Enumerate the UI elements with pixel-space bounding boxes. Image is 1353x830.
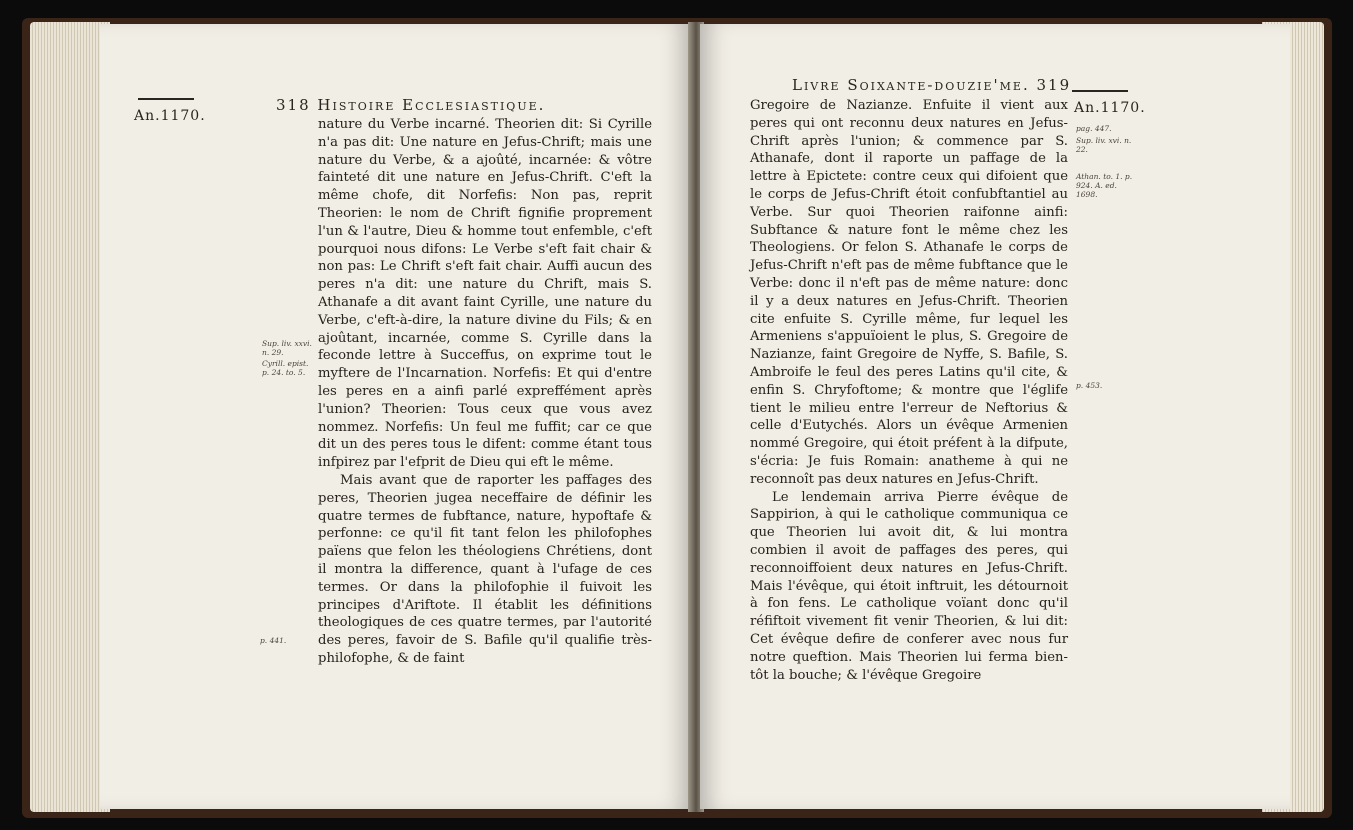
page-edges-left bbox=[30, 22, 110, 812]
left-text-block bbox=[318, 116, 652, 668]
year-rule-right bbox=[1072, 90, 1128, 92]
right-paragraph-1: Gregoire de Nazianze. Enfuite il vient aux peres qui ont reconnu deux natures en Jefus-Chrift après l'union; & commence par S. Athanafe, dont il raporte un paffage de la lettre à Epictete: contre ceux qui difoient que le corps de Jefus-Chrift étoit confubftantiel au Verbe. Sur quoi Theorien raifonne ainfi: Subftance & nature font le même chez les Theologiens. Or felon S. Athanafe le corps de Jefus-Chrift n'eft pas de même fubftance que le Verbe: donc il n'eft pas de même nature: donc il y a deux natures en Jefus-Chrift. Theorien cite enfuite S. Cyrille même, fur lequel les Armeniens s'appuïoient le plus, S. Gregoire de Nazianze, faint Gregoire de Nyffe, S. Bafile, S. Ambroife le feul des peres Latins qu'il cite, & enfin S. Chryfoftome; & montre que l'églife tient le milieu entre l'erreur de Neftorius & celle d'Eutychés. Alors un évêque Armenien nommé Gregoire, qui étoit préfent à la difpute, s'écria: Je fuis Romain: anatheme à qui ne reconnoît pas deux natures en Jefus-Chrift. bbox=[750, 98, 1068, 487]
left-note-1: Sup. liv. xxvi. n. 29. bbox=[262, 339, 312, 357]
left-note-2: Cyrill. epist. p. 24. to. 5. bbox=[262, 359, 309, 377]
right-page bbox=[700, 24, 1290, 809]
right-note-4: p. 453. bbox=[1076, 381, 1103, 390]
right-note-2: Sup. liv. xvi. n. 22. bbox=[1076, 136, 1132, 154]
right-text-block bbox=[750, 97, 1068, 684]
left-paragraph-1: nature du Verbe incarné. Theorien dit: Si Cyrille n'a pas dit: Une nature en Jefus-Chrift; mais une nature du Verbe, & a ajoûté, incarnée: & vôtre fainteté dit une nature en Jefus-Chrift. C'eft la même chofe, dit Norfefis: Non pas, reprit Theorien: le nom de Chrift fignifie proprement l'un & l'autre, Dieu & homme tout enfemble, c'eft pourquoi nous difons: Le Verbe s'eft fait chair & non pas: Le Chrift s'eft fait chair. Auffi aucun des peres n'a dit: une nature du Chrift, mais S. Athanafe a dit avant faint Cyrille, une nature du Verbe, c'eft-à-dire, la nature divine du Fils; & en ajoûtant, incarnée, comme S. Cyrille dans la feconde lettre à Succeffus, on exprime tout le myftere de l'Incarnation. Norfefis: Et qui d'entre les peres en a ainfi parlé expreffément après l'union? Theorien: Tous ceux que vous avez nommez. Norfefis: Un feul me fuffit; car ce que dit un des peres tous le difent: comme étant tous infpirez par l'efprit de Dieu qui eft le même. bbox=[318, 117, 652, 471]
right-note-1: pag. 447. bbox=[1076, 124, 1112, 133]
right-running-header: Livre Soixante-douzie'me. 319 bbox=[792, 76, 1072, 94]
left-year: An.1170. bbox=[134, 108, 206, 124]
year-rule bbox=[138, 98, 194, 100]
left-page bbox=[100, 24, 690, 809]
left-running-header: 318 Histoire Ecclesiastique. bbox=[276, 96, 546, 114]
right-year: An.1170. bbox=[1074, 100, 1146, 116]
right-paragraph-2: Le lendemain arriva Pierre évêque de Sappirion, à qui le catholique communiqua ce que Theorien lui avoit dit, & lui montra combien il avoit de paffages des peres, qui reconnoiffoient deux natures en Jefus-Chrift. Mais l'évêque, qui étoit inftruit, les détournoit à fon fens. Le catholique voïant donc qu'il réfiftoit vivement fit venir Theorien, & lui dit: Cet évêque defire de conferer avec nous fur notre queftion. Mais Theorien lui ferma bien-tôt la bouche; & l'évêque Gregoire bbox=[750, 489, 1068, 683]
left-note-3: p. 441. bbox=[260, 636, 287, 645]
right-note-3: Athan. to. 1. p. 924. A. ed. 1698. bbox=[1076, 172, 1133, 199]
left-paragraph-2: Mais avant que de raporter les paffages des peres, Theorien jugea neceffaire de définir les quatre termes de fubftance, nature, hypoftafe & perfonne: ce qu'il fit tant felon les philofophes païens que felon les théologiens Chrétiens, dont il montra la difference, quant à l'ufage de ces termes. Or dans la philofophie il fuivoit les principes d'Ariftote. Il établit les définitions theologiques de ces quatre termes, par l'autorité des peres, favoir de S. Bafile qu'il qualifie très-philofophe, & de faint bbox=[318, 472, 652, 666]
